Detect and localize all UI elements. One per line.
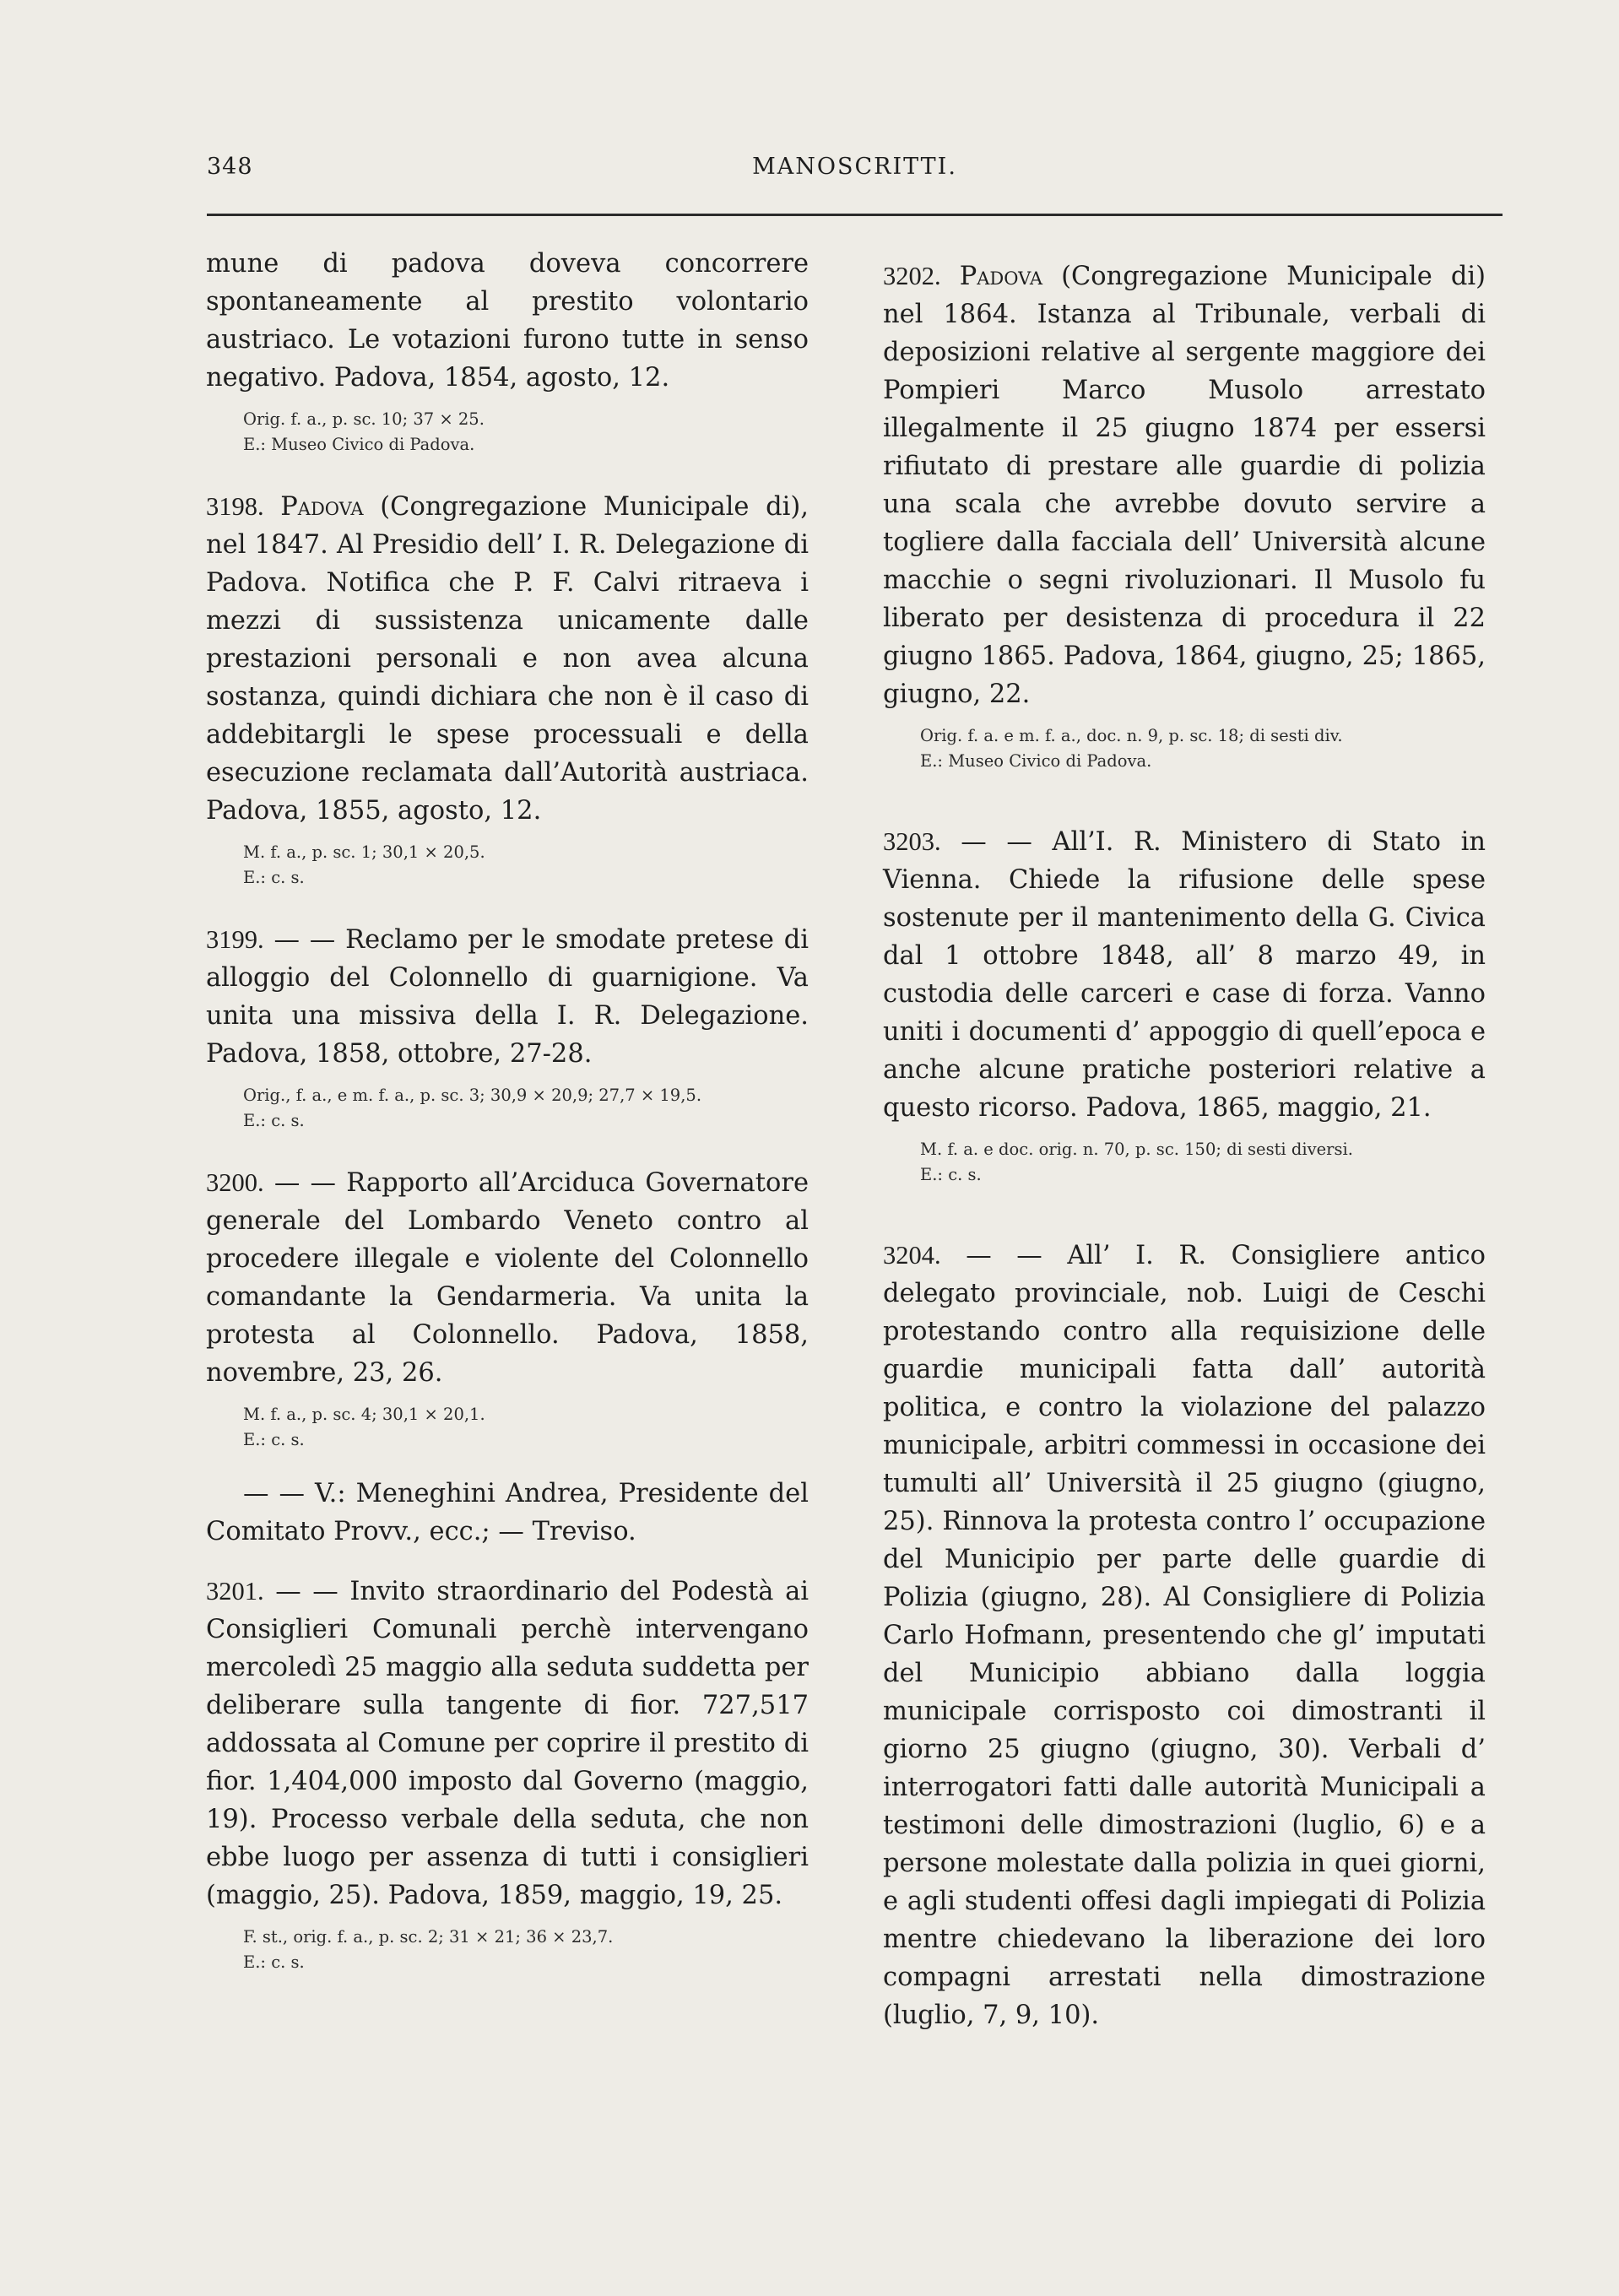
entry-number: 3203. <box>883 827 941 856</box>
entry-meta: M. f. a. e doc. orig. n. 70, p. sc. 150; di sesti diversi. <box>920 1140 1353 1159</box>
entry-3202 <box>883 257 1486 774</box>
entry-3200 <box>206 1164 809 1453</box>
entry-meta: F. st., orig. f. a., p. sc. 2; 31 × 21; 36 × 23,7. <box>243 1927 614 1947</box>
entry-meta: Orig., f. a., e m. f. a., p. sc. 3; 30,9 × 20,9; 27,7 × 19,5. <box>243 1086 702 1105</box>
entry-3199 <box>206 921 809 1134</box>
page-number: 348 <box>207 154 253 180</box>
entry-place: Padova <box>959 262 1042 291</box>
entry-meta: E.: c. s. <box>243 1952 305 1972</box>
intro-meta: Orig. f. a., p. sc. 10; 37 × 25. E.: Museo Civico di Padova. <box>243 409 485 454</box>
entry-number: 3200. <box>206 1168 264 1197</box>
entry-meta: M. f. a., p. sc. 4; 30,1 × 20,1. <box>243 1405 485 1424</box>
entry-3201 <box>206 1573 809 1975</box>
entry-3198 <box>206 488 809 891</box>
cross-reference: — — V.: Meneghini Andrea, Presidente del Comitato Provv., ecc.; — Treviso. <box>206 1479 809 1546</box>
intro-continuation-text: mune di padova doveva concorrere spontaneamente al prestito volontario austriaco. Le votazioni furono tutte in senso negativo. Padova, 1854, agosto, 12. <box>206 249 809 393</box>
entry-meta: E.: c. s. <box>243 868 305 887</box>
left-column <box>206 245 809 1975</box>
entry-text: (Congregazione Municipale di), nel 1847. Al Presidio dell’ I. R. Delegazione di Padova. Notifica che P. F. Calvi ritraeva i mezzi di sussistenza unicamente dalle prestazioni personali e non avea alcuna sostanza, quindi dichiara che non è il caso di addebitargli le spese processuali e della esecuzione reclamata dall’Autorità austriaca. Padova, 1855, agosto, 12. <box>206 492 809 826</box>
entry-number: 3204. <box>883 1241 941 1270</box>
entry-meta: Orig. f. a. e m. f. a., doc. n. 9, p. sc. 18; di sesti div. <box>920 726 1343 745</box>
entry-meta: E.: c. s. <box>920 1165 982 1184</box>
entry-number: 3202. <box>883 262 941 290</box>
entry-number: 3201. <box>206 1577 264 1606</box>
entry-meta: M. f. a., p. sc. 1; 30,1 × 20,5. <box>243 842 485 862</box>
right-column <box>883 257 1486 2034</box>
page-header <box>207 154 1503 196</box>
entry-number: 3198. <box>206 492 264 521</box>
header-rule <box>207 214 1503 216</box>
entry-text: — — Rapporto all’Arciduca Governatore generale del Lombardo Veneto contro al procedere illegale e violente del Colonnello comandante la Gendarmeria. Va unita la protesta al Colonnello. Padova, 1858, novembre, 23, 26. <box>206 1168 809 1388</box>
entry-3204 <box>883 1237 1486 2034</box>
entry-meta: E.: c. s. <box>243 1430 305 1449</box>
entry-text: (Congregazione Municipale di) nel 1864. Istanza al Tribunale, verbali di deposizioni relative al sergente maggiore dei Pompieri Marco Musolo arrestato illegalmente il 25 giugno 1874 per essersi rifiutato di prestare alle guardie di polizia una scala che avrebbe dovuto servire a togliere dalla facciala dell’ Università alcune macchie o segni rivoluzionari. Il Musolo fu liberato per desistenza di procedura il 22 giugno 1865. Padova, 1864, giugno, 25; 1865, giugno, 22. <box>883 262 1486 709</box>
entry-text: — — All’ I. R. Consigliere antico delegato provinciale, nob. Luigi de Ceschi protestando contro alla requisizione delle guardie municipali fatta dall’ autorità politica, e contro la violazione del palazzo municipale, arbitri commessi in occasione dei tumulti all’ Università il 25 giugno (giugno, 25). Rinnova la protesta contro l’ occupazione del Municipio per parte delle guardie di Polizia (giugno, 28). Al Consigliere di Polizia Carlo Hofmann, presentendo che gl’ imputati del Municipio abbiano dalla loggia municipale corrisposto coi dimostranti il giorno 25 giugno (giugno, 30). Verbali d’ interrogatori fatti dalle autorità Municipali a testimoni delle dimostrazioni (luglio, 6) e a persone molestate dalla polizia in quei giorni, e agli studenti offesi dagli impiegati di Polizia mentre chiedevano la liberazione dei loro compagni arrestati nella dimostrazione (luglio, 7, 9, 10). <box>883 1241 1486 2030</box>
entry-number: 3199. <box>206 925 264 954</box>
entry-place: Padova <box>280 492 364 522</box>
entry-text: — — All’I. R. Ministero di Stato in Vienna. Chiede la rifusione delle spese sostenute per il mantenimento della G. Civica dal 1 ottobre 1848, all’ 8 marzo 49, in custodia delle carceri e case di forza. Vanno uniti i documenti d’ appoggio di quell’epoca e anche alcune pratiche posteriori relative a questo ricorso. Padova, 1865, maggio, 21. <box>883 827 1486 1123</box>
running-title: MANOSCRITTI. <box>752 154 957 180</box>
entry-meta: E.: c. s. <box>243 1111 305 1130</box>
entry-text: — — Invito straordinario del Podestà ai Consiglieri Comunali perchè intervengano mercoledì 25 maggio alla seduta suddetta per deliberare sulla tangente di fior. 727,517 addossata al Comune per coprire il prestito di fior. 1,404,000 imposto dal Governo (maggio, 19). Processo verbale della seduta, che non ebbe luogo per assenza di tutti i consiglieri (maggio, 25). Padova, 1859, maggio, 19, 25. <box>206 1577 810 1910</box>
entry-meta: E.: Museo Civico di Padova. <box>920 751 1152 771</box>
entry-3203 <box>883 823 1486 1188</box>
entry-text: — — Reclamo per le smodate pretese di alloggio del Colonnello di guarnigione. Va unita una missiva della I. R. Delegazione. Padova, 1858, ottobre, 27-28. <box>206 925 809 1069</box>
